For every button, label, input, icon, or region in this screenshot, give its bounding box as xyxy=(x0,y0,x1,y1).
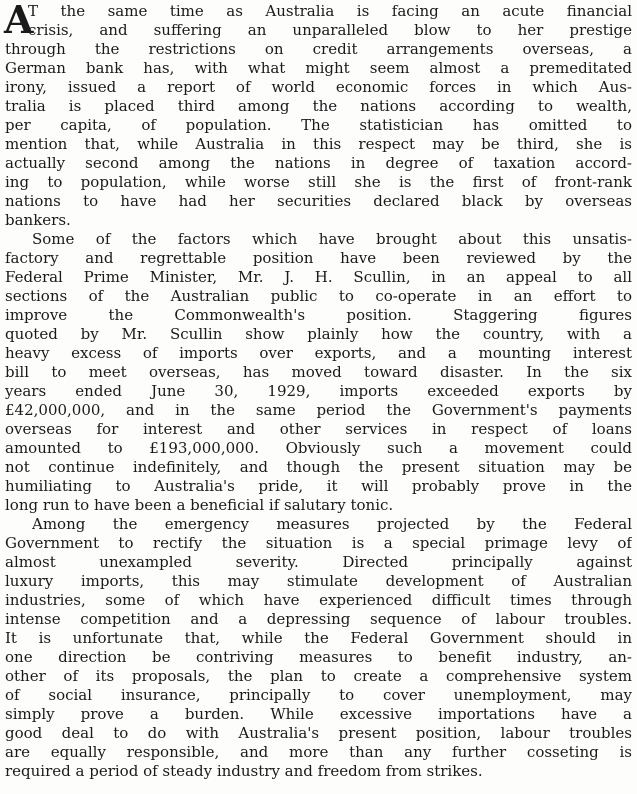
text-line: intense competition and a depressing sequence of labour troubles. xyxy=(5,610,632,628)
text-line: per capita, of population. The statistician has omitted to xyxy=(5,116,632,134)
text-line: quoted by Mr. Scullin show plainly how the country, with a xyxy=(5,325,632,343)
text-line: good deal to do with Australia's present position, labour troubles xyxy=(5,724,632,742)
text-line: German bank has, with what might seem almost a premeditated xyxy=(5,59,632,77)
text-line: Government to rectify the situation is a special primage levy of xyxy=(5,534,632,552)
text-line: industries, some of which have experienced difficult times through xyxy=(5,591,632,609)
text-line: of social insurance, principally to cover unemployment, may xyxy=(5,686,632,704)
text-line: are equally responsible, and more than any further cosseting is xyxy=(5,743,632,761)
text-line: overseas for interest and other services in respect of loans xyxy=(5,420,632,438)
text-line: almost unexampled severity. Directed principally against xyxy=(5,553,632,571)
text-line: factory and regrettable position have been reviewed by the xyxy=(5,249,632,267)
text-line: luxury imports, this may stimulate development of Australian xyxy=(5,572,632,590)
text-line: crisis, and suffering an unparalleled blow to her prestige xyxy=(28,21,632,39)
text-line: bankers. xyxy=(5,211,71,229)
text-line: Some of the factors which have brought about this unsatis- xyxy=(32,230,632,248)
text-line: long run to have been a beneficial if salutary tonic. xyxy=(5,496,394,514)
text-line: humiliating to Australia's pride, it will probably prove in the xyxy=(5,477,632,495)
text-line: heavy excess of imports over exports, and a mounting interest xyxy=(5,344,632,362)
text-line: tralia is placed third among the nations according to wealth, xyxy=(5,97,632,115)
text-line: sections of the Australian public to co-operate in an effort to xyxy=(5,287,632,305)
text-line: £42,000,000, and in the same period the Government's payments xyxy=(5,401,632,419)
text-line: one direction be contriving measures to benefit industry, an- xyxy=(5,648,632,666)
text-line: amounted to £193,000,000. Obviously such a movement could xyxy=(5,439,632,457)
text-line: required a period of steady industry and freedom from strikes. xyxy=(5,762,483,780)
text-line: Among the emergency measures projected by the Federal xyxy=(32,515,632,533)
text-line: simply prove a burden. While excessive importations have a xyxy=(5,705,632,723)
text-line: not continue indefinitely, and though the present situation may be xyxy=(5,458,632,476)
text-line: bill to meet overseas, has moved toward disaster. In the six xyxy=(5,363,632,381)
text-line: T the same time as Australia is facing an acute financial xyxy=(28,2,632,20)
text-line: ing to population, while worse still she is the first of front-rank xyxy=(5,173,632,191)
text-line: improve the Commonwealth's position. Staggering figures xyxy=(5,306,632,324)
text-line: through the restrictions on credit arrangements overseas, a xyxy=(5,40,632,58)
text-line: actually second among the nations in degree of taxation accord- xyxy=(5,154,632,172)
text-line: other of its proposals, the plan to create a comprehensive system xyxy=(5,667,632,685)
text-line: nations to have had her securities declared black by overseas xyxy=(5,192,632,210)
text-line: It is unfortunate that, while the Federal Government should in xyxy=(5,629,632,647)
text-line: Federal Prime Minister, Mr. J. H. Scullin, in an appeal to all xyxy=(5,268,632,286)
drop-cap: A xyxy=(4,0,34,42)
text-line: irony, issued a report of world economic forces in which Aus- xyxy=(5,78,632,96)
text-line: years ended June 30, 1929, imports exceeded exports by xyxy=(5,382,632,400)
text-line: mention that, while Australia in this respect may be third, she is xyxy=(5,135,632,153)
